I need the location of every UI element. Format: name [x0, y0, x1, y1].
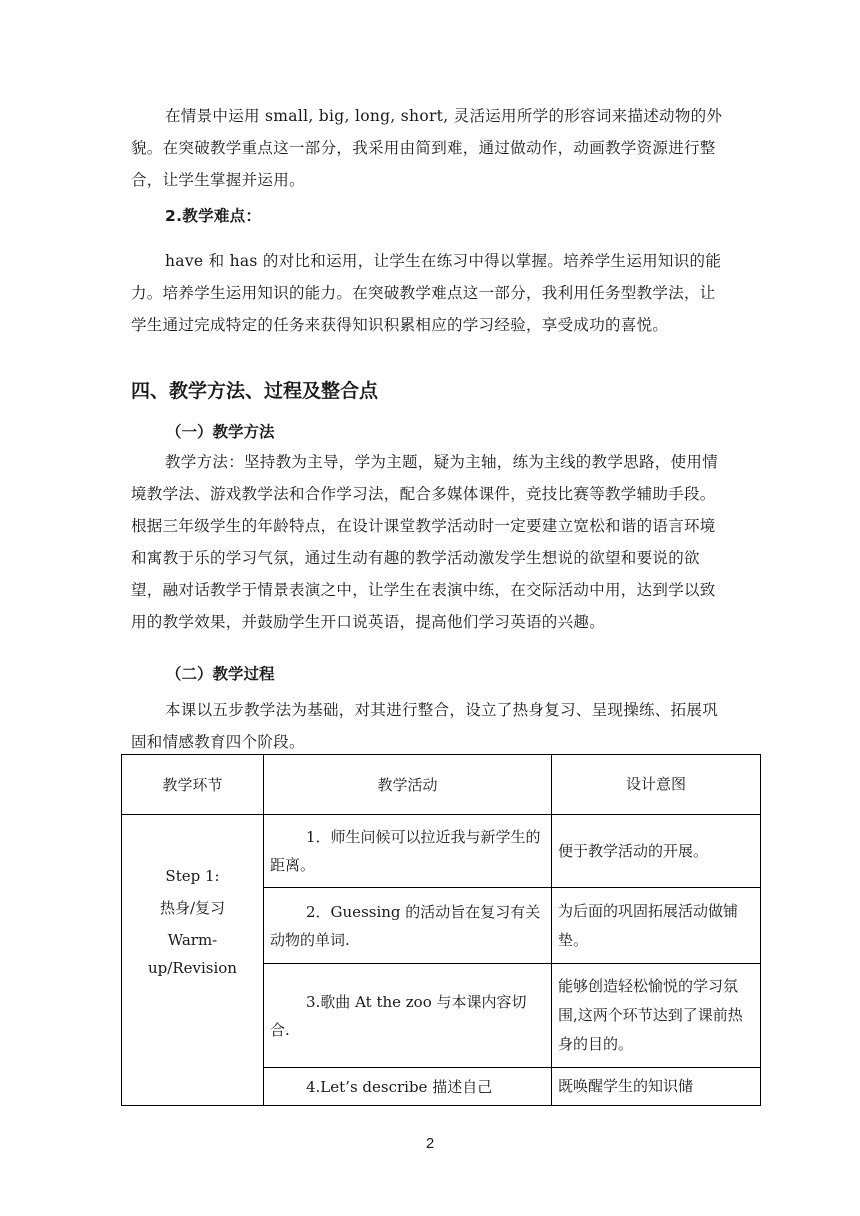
activity-cell: 1．师生问候可以拉近我与新学生的距离。: [264, 815, 552, 888]
purpose-cell: 便于教学活动的开展。: [552, 815, 761, 888]
activity-cell: 2．Guessing 的活动旨在复习有关动物的单词.: [264, 888, 552, 964]
stage-label-warm: Warm-: [167, 931, 218, 949]
activity-cell: 4.Let’s describe 描述自己: [264, 1068, 552, 1106]
table-header-row: [122, 755, 761, 815]
purpose-cell: 能够创造轻松愉悦的学习氛围,这两个环节达到了课前热身的目的。: [552, 964, 761, 1068]
header-cell-activity: 教学活动: [264, 755, 552, 815]
activity-cell: 3.歌曲 At the zoo 与本课内容切合.: [264, 964, 552, 1068]
paragraph-teaching-method: 教学方法：坚持教为主导，学为主题，疑为主轴，练为主线的教学思路，使用情境教学法、游戏教学法和合作学习法，配合多媒体课件，竞技比赛等教学辅助手段。根据三年级学生的年龄特点，在设计课堂教学活动时一定要建立宽松和谐的语言环境和寓教于乐的学习气氛，通过生动有趣的教学活动激发学生想说的欲望和要说的欲望，融对话教学于情景表演之中，让学生在表演中练，在交际活动中用，达到学以致用的教学效果，并鼓励学生开口说英语，提高他们学习英语的兴趣。: [131, 453, 719, 631]
teaching-process-table: [121, 754, 761, 1106]
header-cell-stage: 教学环节: [122, 755, 264, 815]
subheading-teaching-method: （一）教学方法: [166, 423, 275, 441]
section-heading-methods: 四、教学方法、过程及整合点: [131, 380, 379, 402]
stage-cell: [122, 815, 264, 1106]
paragraph-teaching-difficulty: have 和 has 的对比和运用，让学生在练习中得以掌握。培养学生运用知识的能力。培养学生运用知识的能力。在突破教学难点这一部分，我利用任务型教学法，让学生通过完成特定的任务来获得知识积累相应的学习经验，享受成功的喜悦。: [131, 252, 722, 334]
subheading-teaching-process: （二）教学过程: [166, 665, 275, 683]
stage-label-step: Step 1:: [165, 867, 220, 885]
heading-teaching-difficulty: 2.教学难点：: [165, 207, 262, 225]
stage-label-chinese: 热身/复习: [159, 899, 226, 917]
stage-label-revision: up/Revision: [148, 959, 237, 977]
table-row: [122, 815, 761, 888]
paragraph-teaching-focus: 在情景中运用 small, big, long, short, 灵活运用所学的形容词来描述动物的外貌。在突破教学重点这一部分，我采用由简到难，通过做动作，动画教学资源进行整合，让学生掌握并运用。: [131, 107, 723, 189]
paragraph-teaching-process: 本课以五步教学法为基础，对其进行整合，设立了热身复习、呈现操练、拓展巩固和情感教育四个阶段。: [131, 701, 719, 751]
purpose-cell: 为后面的巩固拓展活动做铺垫。: [552, 888, 761, 964]
header-cell-purpose: 设计意图: [552, 755, 761, 815]
purpose-cell: 既唤醒学生的知识储: [552, 1068, 761, 1106]
page-number: 2: [425, 1135, 435, 1152]
